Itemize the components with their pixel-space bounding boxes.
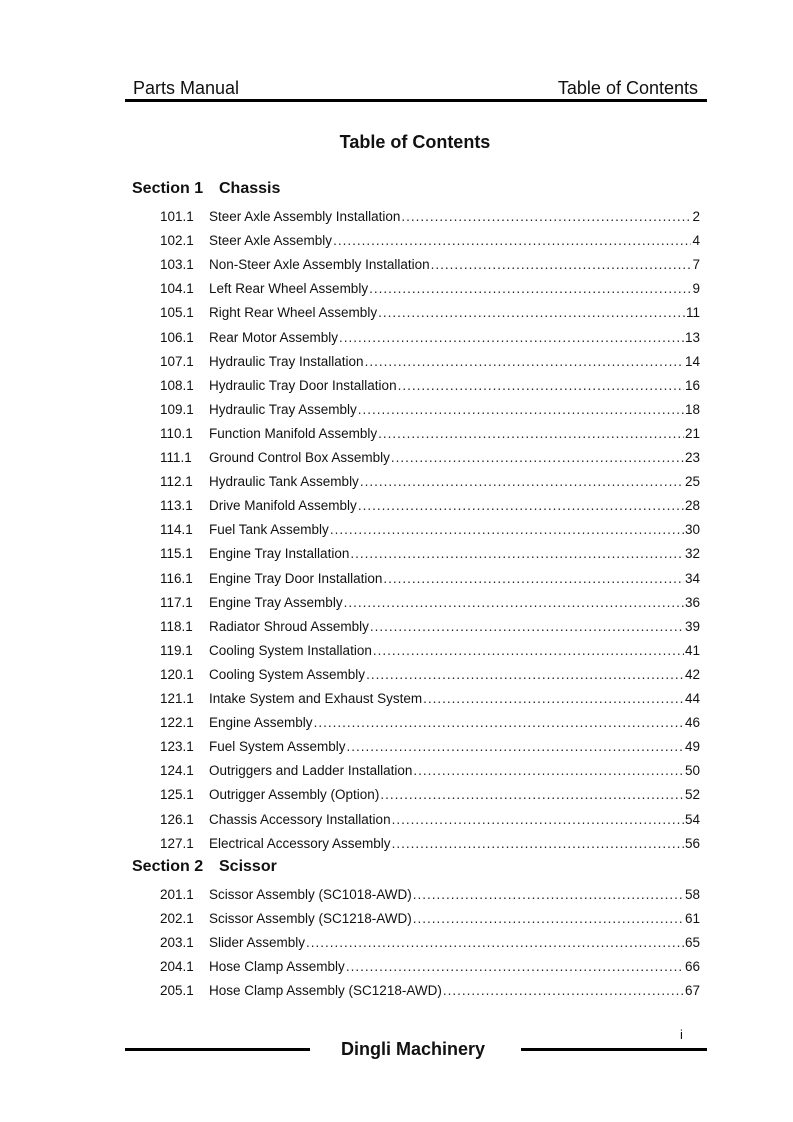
page-title: Table of Contents — [339, 132, 491, 152]
dot-leader — [380, 785, 684, 805]
entry-number: 115.1 — [160, 546, 193, 562]
entry-title: Hydraulic Tray Installation — [209, 353, 364, 369]
entry-page-number: 23 — [684, 450, 700, 465]
dot-leader — [350, 544, 684, 564]
dot-leader — [431, 255, 692, 275]
entry-page-number: 36 — [684, 594, 700, 610]
entry-page-number: 39 — [684, 618, 700, 634]
header-rule — [125, 99, 707, 102]
entry-number: 126.1 — [160, 811, 194, 827]
toc-entry[interactable] — [160, 957, 700, 977]
entry-number: 111.1 — [160, 450, 192, 465]
entry-page-number: 67 — [684, 983, 700, 999]
toc-entry[interactable] — [160, 376, 700, 396]
toc-entry[interactable] — [160, 448, 700, 468]
dot-leader — [358, 496, 684, 516]
entry-title: Non-Steer Axle Assembly Installation — [209, 257, 430, 273]
toc-entry[interactable] — [160, 737, 700, 757]
dot-leader — [344, 593, 684, 613]
entry-number: 204.1 — [160, 959, 194, 975]
entry-page-number: 7 — [692, 257, 700, 273]
dot-leader — [346, 957, 684, 977]
footer-rule-right — [521, 1048, 707, 1051]
header-right-text: Table of Contents — [557, 78, 698, 98]
entry-number: 202.1 — [160, 911, 194, 927]
entry-page-number: 4 — [692, 233, 700, 249]
toc-entry[interactable] — [160, 255, 700, 275]
entry-page-number: 16 — [684, 377, 700, 393]
entry-page-number: 13 — [684, 329, 700, 345]
dot-leader — [383, 569, 684, 589]
entry-title: Function Manifold Assembly — [209, 425, 378, 441]
entry-title: Outriggers and Ladder Installation — [209, 763, 413, 779]
footer-rule-left — [125, 1048, 310, 1051]
section-number: Section 1 — [132, 180, 204, 197]
entry-page-number: 14 — [684, 353, 700, 369]
entry-title: Hydraulic Tray Door Installation — [209, 377, 397, 393]
dot-leader — [373, 641, 684, 661]
entry-page-number: 28 — [684, 498, 700, 514]
entry-number: 123.1 — [160, 739, 194, 755]
toc-entry[interactable] — [160, 810, 700, 830]
dot-leader — [360, 472, 684, 492]
toc-entry[interactable] — [160, 328, 700, 348]
entry-title: Engine Tray Door Installation — [209, 570, 383, 586]
toc-entry[interactable] — [160, 665, 700, 685]
dot-leader — [333, 231, 691, 251]
entry-title: Steer Axle Assembly Installation — [209, 209, 401, 224]
dot-leader — [365, 352, 684, 372]
entry-number: 107.1 — [160, 353, 194, 369]
entry-page-number: 32 — [684, 546, 700, 562]
entry-title: Cooling System Assembly — [209, 666, 366, 682]
toc-entry[interactable] — [160, 231, 700, 251]
entry-page-number: 56 — [684, 835, 700, 851]
entry-page-number: 41 — [684, 642, 700, 658]
entry-number: 116.1 — [160, 570, 193, 586]
toc-entry[interactable] — [160, 689, 700, 709]
entry-page-number: 58 — [684, 887, 700, 902]
toc-entry[interactable] — [160, 352, 700, 372]
entry-page-number: 34 — [684, 570, 700, 586]
entry-number: 101.1 — [160, 209, 194, 224]
entry-title: Engine Tray Assembly — [209, 594, 343, 610]
entry-page-number: 30 — [684, 522, 700, 538]
entry-number: 114.1 — [160, 522, 193, 538]
entry-title: Outrigger Assembly (Option) — [209, 787, 380, 803]
entry-title: Intake System and Exhaust System — [209, 691, 423, 706]
entry-number: 125.1 — [160, 787, 194, 803]
entry-number: 105.1 — [160, 305, 194, 321]
entry-page-number: 61 — [684, 911, 700, 927]
toc-entry[interactable] — [160, 641, 700, 661]
entry-number: 104.1 — [160, 281, 194, 297]
entry-title: Right Rear Wheel Assembly — [209, 305, 378, 321]
entry-title: Ground Control Box Assembly — [209, 450, 390, 465]
entry-title: Fuel System Assembly — [209, 739, 346, 755]
dot-leader — [347, 737, 684, 757]
entry-page-number: 65 — [684, 935, 700, 951]
entry-page-number: 42 — [684, 666, 700, 682]
entry-page-number: 49 — [684, 739, 700, 755]
toc-entry[interactable] — [160, 933, 700, 953]
entry-number: 113.1 — [160, 498, 193, 514]
dot-leader — [358, 400, 684, 420]
toc-entry[interactable] — [160, 617, 700, 637]
entry-title: Hose Clamp Assembly — [209, 959, 345, 975]
entry-title: Chassis Accessory Installation — [209, 811, 391, 827]
dot-leader — [369, 279, 691, 299]
dot-leader — [306, 933, 684, 953]
entry-number: 119.1 — [160, 642, 193, 658]
entry-title: Engine Assembly — [209, 715, 313, 731]
toc-entry[interactable] — [160, 885, 700, 905]
toc-entry[interactable] — [160, 834, 700, 854]
toc-entry[interactable] — [160, 207, 700, 227]
dot-leader — [413, 885, 684, 905]
footer-page-number: i — [680, 1027, 683, 1042]
section-name: Chassis — [219, 180, 281, 197]
section-heading — [132, 858, 277, 876]
entry-number: 127.1 — [160, 835, 194, 851]
entry-number: 124.1 — [160, 763, 194, 779]
entry-title: Hydraulic Tray Assembly — [209, 401, 357, 417]
dot-leader — [366, 665, 684, 685]
toc-entry[interactable] — [160, 909, 700, 929]
entry-number: 106.1 — [160, 329, 194, 345]
toc-entry[interactable] — [160, 761, 700, 781]
entry-page-number: 9 — [692, 281, 700, 297]
toc-entry[interactable] — [160, 303, 700, 323]
toc-entry[interactable] — [160, 713, 700, 733]
dot-leader — [391, 448, 684, 468]
entry-title: Steer Axle Assembly — [209, 233, 333, 249]
entry-page-number: 50 — [684, 763, 700, 779]
entry-number: 108.1 — [160, 377, 194, 393]
entry-number: 110.1 — [160, 425, 193, 441]
entry-number: 118.1 — [160, 618, 193, 634]
entry-title: Radiator Shroud Assembly — [209, 618, 369, 634]
toc-entry[interactable] — [160, 569, 700, 589]
entry-title: Fuel Tank Assembly — [209, 522, 329, 538]
toc-entry[interactable] — [160, 472, 700, 492]
entry-page-number: 18 — [684, 401, 700, 417]
dot-leader — [339, 328, 684, 348]
entry-title: Rear Motor Assembly — [209, 329, 339, 345]
toc-entry[interactable] — [160, 496, 700, 516]
entry-title: Cooling System Installation — [209, 642, 372, 658]
entry-page-number: 21 — [684, 425, 700, 441]
dot-leader — [378, 303, 685, 323]
entry-page-number: 46 — [684, 715, 700, 731]
dot-leader — [423, 689, 684, 709]
dot-leader — [401, 207, 691, 227]
entry-title: Hose Clamp Assembly (SC1218-AWD) — [209, 983, 442, 999]
entry-number: 103.1 — [160, 257, 194, 273]
toc-entry[interactable] — [160, 981, 700, 1001]
entry-number: 117.1 — [160, 594, 193, 610]
entry-number: 102.1 — [160, 233, 194, 249]
toc-entry[interactable] — [160, 520, 700, 540]
entry-title: Engine Tray Installation — [209, 546, 350, 562]
dot-leader — [330, 520, 684, 540]
entry-page-number: 44 — [684, 691, 700, 706]
entry-number: 120.1 — [160, 666, 194, 682]
dot-leader — [378, 424, 684, 444]
dot-leader — [370, 617, 684, 637]
entry-page-number: 66 — [684, 959, 700, 975]
entry-page-number: 25 — [684, 474, 700, 490]
entry-title: Slider Assembly — [209, 935, 306, 951]
entry-title: Drive Manifold Assembly — [209, 498, 357, 514]
entry-page-number: 54 — [684, 811, 700, 827]
dot-leader — [413, 761, 684, 781]
toc-entry[interactable] — [160, 424, 700, 444]
entry-title: Scissor Assembly (SC1218-AWD) — [209, 911, 412, 927]
section-number: Section 2 — [132, 858, 204, 875]
dot-leader — [392, 834, 684, 854]
entry-title: Hydraulic Tank Assembly — [209, 474, 359, 490]
section-name: Scissor — [219, 858, 277, 875]
entry-number: 205.1 — [160, 983, 194, 999]
dot-leader — [443, 981, 684, 1001]
entry-number: 122.1 — [160, 715, 194, 731]
dot-leader — [398, 376, 684, 396]
toc-entry[interactable] — [160, 593, 700, 613]
toc-entry[interactable] — [160, 400, 700, 420]
entry-title: Electrical Accessory Assembly — [209, 835, 391, 851]
section-heading — [132, 180, 280, 198]
dot-leader — [392, 810, 684, 830]
entry-number: 203.1 — [160, 935, 194, 951]
entry-title: Left Rear Wheel Assembly — [209, 281, 369, 297]
entry-number: 112.1 — [160, 474, 193, 490]
entry-page-number: 2 — [692, 209, 700, 224]
dot-leader — [314, 713, 684, 733]
footer-company: Dingli Machinery — [341, 1039, 486, 1059]
entry-page-number: 11 — [685, 305, 700, 321]
toc-entry[interactable] — [160, 544, 700, 564]
entry-title: Scissor Assembly (SC1018-AWD) — [209, 887, 412, 902]
entry-number: 109.1 — [160, 401, 194, 417]
entry-number: 121.1 — [160, 691, 194, 706]
toc-entry[interactable] — [160, 785, 700, 805]
entry-page-number: 52 — [684, 787, 700, 803]
entry-number: 201.1 — [160, 887, 194, 902]
header-left-text: Parts Manual — [133, 78, 240, 98]
toc-entry[interactable] — [160, 279, 700, 299]
dot-leader — [413, 909, 684, 929]
